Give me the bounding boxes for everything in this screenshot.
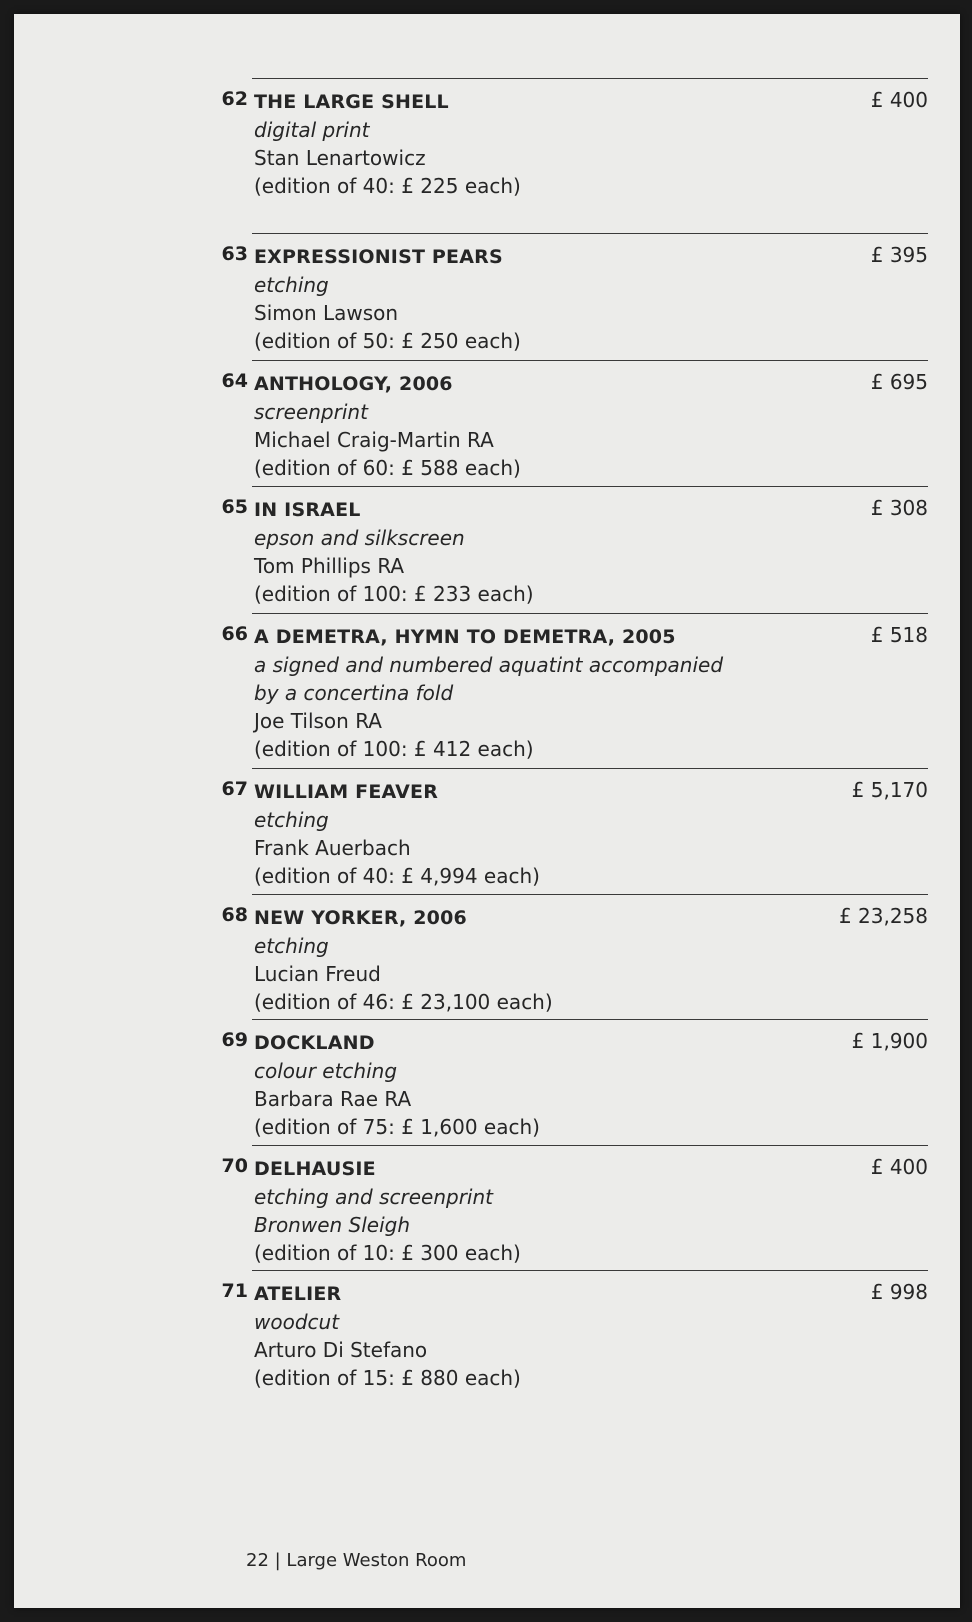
entry-medium: screenprint xyxy=(254,400,368,424)
entry-artist: Stan Lenartowicz xyxy=(254,146,426,170)
entry-title: WILLIAM FEAVER xyxy=(254,781,439,803)
entry-medium: etching xyxy=(254,934,329,958)
entry-artist: Bronwen Sleigh xyxy=(254,1213,411,1237)
page-footer: 22 | Large Weston Room xyxy=(246,1550,467,1571)
divider xyxy=(252,233,928,234)
entry-edition: (edition of 100: £ 233 each) xyxy=(254,582,534,606)
divider xyxy=(252,613,928,614)
entry-artist: Joe Tilson RA xyxy=(254,709,382,733)
entry-edition: (edition of 10: £ 300 each) xyxy=(254,1241,521,1265)
entry-medium: woodcut xyxy=(254,1310,340,1334)
entry-medium: etching and screenprint xyxy=(254,1185,494,1209)
entry-title: DOCKLAND xyxy=(254,1032,375,1054)
entry-artist: Tom Phillips RA xyxy=(254,554,405,578)
entry-number: 68 xyxy=(221,904,248,926)
entry-number: 69 xyxy=(221,1029,248,1051)
entry-price: £ 23,258 xyxy=(838,904,928,928)
entry-number: 65 xyxy=(221,496,248,518)
divider xyxy=(252,1145,928,1146)
entry-number: 70 xyxy=(221,1155,248,1177)
entry-price: £ 308 xyxy=(870,496,928,520)
entry-title: DELHAUSIE xyxy=(254,1158,376,1180)
entry-medium: digital print xyxy=(254,118,370,142)
entry-title: ANTHOLOGY, 2006 xyxy=(254,373,453,395)
entry-edition: (edition of 75: £ 1,600 each) xyxy=(254,1115,540,1139)
entry-price: £ 518 xyxy=(870,623,928,647)
entry-price: £ 400 xyxy=(870,1155,928,1179)
divider xyxy=(252,360,928,361)
entry-medium-continued: by a concertina fold xyxy=(254,681,454,705)
entry-edition: (edition of 60: £ 588 each) xyxy=(254,456,521,480)
entry-number: 63 xyxy=(221,243,248,265)
divider xyxy=(252,78,928,79)
entry-title: IN ISRAEL xyxy=(254,499,361,521)
entry-edition: (edition of 40: £ 225 each) xyxy=(254,174,521,198)
entry-medium: etching xyxy=(254,273,329,297)
entry-number: 71 xyxy=(221,1280,248,1302)
entry-medium: a signed and numbered aquatint accompanied xyxy=(254,653,724,677)
entry-artist: Frank Auerbach xyxy=(254,836,411,860)
catalogue-page xyxy=(14,14,960,1608)
entry-title: NEW YORKER, 2006 xyxy=(254,907,467,929)
entry-number: 62 xyxy=(221,88,248,110)
entry-edition: (edition of 40: £ 4,994 each) xyxy=(254,864,540,888)
entry-number: 64 xyxy=(221,370,248,392)
entry-title: ATELIER xyxy=(254,1283,342,1305)
divider xyxy=(252,1019,928,1020)
entry-price: £ 5,170 xyxy=(851,778,928,802)
entry-artist: Barbara Rae RA xyxy=(254,1087,412,1111)
entry-edition: (edition of 50: £ 250 each) xyxy=(254,329,521,353)
divider xyxy=(252,486,928,487)
entry-edition: (edition of 15: £ 880 each) xyxy=(254,1366,521,1390)
entry-title: EXPRESSIONIST PEARS xyxy=(254,246,503,268)
entry-artist: Michael Craig-Martin RA xyxy=(254,428,494,452)
entry-price: £ 1,900 xyxy=(851,1029,928,1053)
entry-price: £ 395 xyxy=(870,243,928,267)
divider xyxy=(252,894,928,895)
entry-title: THE LARGE SHELL xyxy=(254,91,449,113)
entry-artist: Simon Lawson xyxy=(254,301,399,325)
entry-edition: (edition of 46: £ 23,100 each) xyxy=(254,990,553,1014)
entry-medium: epson and silkscreen xyxy=(254,526,465,550)
entry-price: £ 998 xyxy=(870,1280,928,1304)
entry-artist: Lucian Freud xyxy=(254,962,381,986)
entry-medium: etching xyxy=(254,808,329,832)
entry-price: £ 695 xyxy=(870,370,928,394)
entry-medium: colour etching xyxy=(254,1059,398,1083)
divider xyxy=(252,768,928,769)
divider xyxy=(252,1270,928,1271)
entry-title: A DEMETRA, HYMN TO DEMETRA, 2005 xyxy=(254,626,676,648)
entry-number: 66 xyxy=(221,623,248,645)
entry-number: 67 xyxy=(221,778,248,800)
entry-price: £ 400 xyxy=(870,88,928,112)
entry-edition: (edition of 100: £ 412 each) xyxy=(254,737,534,761)
entry-artist: Arturo Di Stefano xyxy=(254,1338,428,1362)
